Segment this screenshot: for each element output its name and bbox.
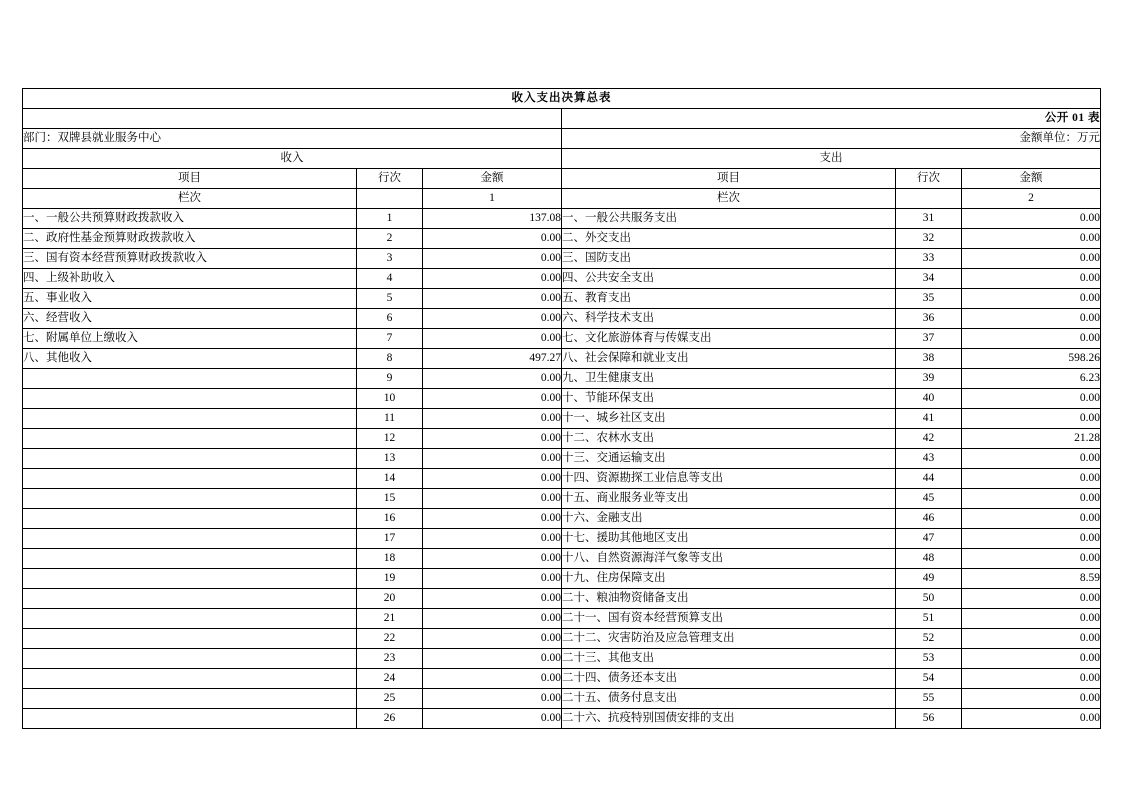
income-line: 13 <box>357 449 423 469</box>
column-label-income: 栏次 <box>23 189 357 209</box>
expense-line: 47 <box>896 529 962 549</box>
expense-line: 40 <box>896 389 962 409</box>
expense-amount: 0.00 <box>962 209 1101 229</box>
expense-amount: 0.00 <box>962 609 1101 629</box>
expense-amount: 0.00 <box>962 329 1101 349</box>
income-line: 7 <box>357 329 423 349</box>
table-row <box>23 349 1101 369</box>
expense-line: 53 <box>896 649 962 669</box>
income-item: 五、事业收入 <box>23 289 357 309</box>
header-income-line: 行次 <box>357 169 423 189</box>
expense-line: 44 <box>896 469 962 489</box>
column-header-row <box>23 169 1101 189</box>
expense-amount: 0.00 <box>962 669 1101 689</box>
income-line: 23 <box>357 649 423 669</box>
income-amount: 0.00 <box>423 409 562 429</box>
income-amount: 0.00 <box>423 469 562 489</box>
income-item <box>23 569 357 589</box>
expense-line: 43 <box>896 449 962 469</box>
expense-item: 二十五、债务付息支出 <box>562 689 896 709</box>
expense-amount: 0.00 <box>962 489 1101 509</box>
expense-amount: 0.00 <box>962 449 1101 469</box>
expense-item: 二十四、债务还本支出 <box>562 669 896 689</box>
header-expense-item: 项目 <box>562 169 896 189</box>
expense-line: 36 <box>896 309 962 329</box>
expense-amount: 0.00 <box>962 629 1101 649</box>
expense-item: 三、国防支出 <box>562 249 896 269</box>
income-line: 14 <box>357 469 423 489</box>
table-row <box>23 369 1101 389</box>
income-line: 15 <box>357 489 423 509</box>
expense-item: 十一、城乡社区支出 <box>562 409 896 429</box>
income-item <box>23 389 357 409</box>
income-item <box>23 489 357 509</box>
income-amount: 0.00 <box>423 549 562 569</box>
table-row <box>23 649 1101 669</box>
expense-line: 31 <box>896 209 962 229</box>
table-row <box>23 569 1101 589</box>
expense-line: 50 <box>896 589 962 609</box>
expense-item: 十八、自然资源海洋气象等支出 <box>562 549 896 569</box>
table-row <box>23 629 1101 649</box>
income-amount: 0.00 <box>423 509 562 529</box>
expense-item: 二、外交支出 <box>562 229 896 249</box>
expense-amount: 0.00 <box>962 229 1101 249</box>
table-row <box>23 449 1101 469</box>
income-item: 三、国有资本经营预算财政拨款收入 <box>23 249 357 269</box>
expense-item: 二十二、灾害防治及应急管理支出 <box>562 629 896 649</box>
expense-line: 37 <box>896 329 962 349</box>
table-row <box>23 249 1101 269</box>
table-row <box>23 309 1101 329</box>
table-row <box>23 669 1101 689</box>
expense-item: 十二、农林水支出 <box>562 429 896 449</box>
expense-line: 46 <box>896 509 962 529</box>
income-line: 10 <box>357 389 423 409</box>
expense-amount: 598.26 <box>962 349 1101 369</box>
income-line: 19 <box>357 569 423 589</box>
group-header-income: 收入 <box>23 149 562 169</box>
income-item <box>23 409 357 429</box>
table-row <box>23 269 1101 289</box>
expense-amount: 0.00 <box>962 689 1101 709</box>
expense-line: 38 <box>896 349 962 369</box>
expense-line: 55 <box>896 689 962 709</box>
expense-line: 32 <box>896 229 962 249</box>
column-number-income: 1 <box>423 189 562 209</box>
table-row <box>23 709 1101 729</box>
table-row <box>23 389 1101 409</box>
expense-amount: 0.00 <box>962 529 1101 549</box>
expense-item: 十、节能环保支出 <box>562 389 896 409</box>
table-row <box>23 689 1101 709</box>
income-item <box>23 449 357 469</box>
expense-amount: 0.00 <box>962 249 1101 269</box>
income-item <box>23 549 357 569</box>
income-amount: 0.00 <box>423 649 562 669</box>
table-row <box>23 289 1101 309</box>
table-row <box>23 329 1101 349</box>
table-row <box>23 209 1101 229</box>
expense-amount: 0.00 <box>962 649 1101 669</box>
income-line: 4 <box>357 269 423 289</box>
income-amount: 0.00 <box>423 429 562 449</box>
header-expense-amount: 金额 <box>962 169 1101 189</box>
expense-amount: 0.00 <box>962 389 1101 409</box>
income-line: 24 <box>357 669 423 689</box>
income-line: 16 <box>357 509 423 529</box>
income-line: 18 <box>357 549 423 569</box>
form-number-left-blank <box>23 109 562 129</box>
income-amount: 0.00 <box>423 229 562 249</box>
expense-line: 51 <box>896 609 962 629</box>
income-item <box>23 629 357 649</box>
form-number: 公开 01 表 <box>562 109 1101 129</box>
group-header-row <box>23 149 1101 169</box>
income-amount: 137.08 <box>423 209 562 229</box>
income-amount: 0.00 <box>423 629 562 649</box>
expense-item: 二十三、其他支出 <box>562 649 896 669</box>
income-amount: 0.00 <box>423 609 562 629</box>
income-line: 25 <box>357 689 423 709</box>
expense-item: 十九、住房保障支出 <box>562 569 896 589</box>
income-line: 12 <box>357 429 423 449</box>
expense-item: 八、社会保障和就业支出 <box>562 349 896 369</box>
expense-line: 45 <box>896 489 962 509</box>
income-amount: 0.00 <box>423 389 562 409</box>
income-line: 11 <box>357 409 423 429</box>
budget-sheet <box>22 88 1100 729</box>
expense-item: 十三、交通运输支出 <box>562 449 896 469</box>
expense-item: 一、一般公共服务支出 <box>562 209 896 229</box>
expense-item: 十四、资源勘探工业信息等支出 <box>562 469 896 489</box>
department-label: 部门：双牌县就业服务中心 <box>23 129 562 149</box>
income-amount: 0.00 <box>423 689 562 709</box>
income-item <box>23 609 357 629</box>
column-number-income-line-blank <box>357 189 423 209</box>
income-amount: 0.00 <box>423 309 562 329</box>
table-row <box>23 509 1101 529</box>
table-row <box>23 589 1101 609</box>
expense-item: 六、科学技术支出 <box>562 309 896 329</box>
income-amount: 0.00 <box>423 669 562 689</box>
expense-item: 九、卫生健康支出 <box>562 369 896 389</box>
income-line: 22 <box>357 629 423 649</box>
expense-line: 35 <box>896 289 962 309</box>
expense-amount: 0.00 <box>962 589 1101 609</box>
income-item: 八、其他收入 <box>23 349 357 369</box>
expense-amount: 21.28 <box>962 429 1101 449</box>
expense-line: 33 <box>896 249 962 269</box>
income-line: 17 <box>357 529 423 549</box>
income-line: 2 <box>357 229 423 249</box>
income-line: 8 <box>357 349 423 369</box>
expense-line: 49 <box>896 569 962 589</box>
expense-amount: 8.59 <box>962 569 1101 589</box>
table-row <box>23 549 1101 569</box>
expense-line: 41 <box>896 409 962 429</box>
table-row <box>23 529 1101 549</box>
expense-item: 十七、援助其他地区支出 <box>562 529 896 549</box>
expense-item: 二十六、抗疫特别国债安排的支出 <box>562 709 896 729</box>
income-item <box>23 429 357 449</box>
income-amount: 0.00 <box>423 449 562 469</box>
expense-item: 二十、粮油物资储备支出 <box>562 589 896 609</box>
income-item <box>23 589 357 609</box>
expense-line: 39 <box>896 369 962 389</box>
income-line: 9 <box>357 369 423 389</box>
expense-amount: 0.00 <box>962 289 1101 309</box>
table-row <box>23 489 1101 509</box>
expense-amount: 0.00 <box>962 309 1101 329</box>
income-amount: 0.00 <box>423 329 562 349</box>
income-item <box>23 509 357 529</box>
department-row <box>23 129 1101 149</box>
form-number-row <box>23 109 1101 129</box>
header-income-amount: 金额 <box>423 169 562 189</box>
expense-item: 四、公共安全支出 <box>562 269 896 289</box>
income-item: 一、一般公共预算财政拨款收入 <box>23 209 357 229</box>
income-amount: 0.00 <box>423 369 562 389</box>
income-item <box>23 369 357 389</box>
page-title: 收入支出决算总表 <box>23 89 1101 109</box>
expense-item: 五、教育支出 <box>562 289 896 309</box>
table-row <box>23 229 1101 249</box>
income-item <box>23 689 357 709</box>
column-number-row <box>23 189 1101 209</box>
expense-item: 二十一、国有资本经营预算支出 <box>562 609 896 629</box>
header-income-item: 项目 <box>23 169 357 189</box>
income-amount: 0.00 <box>423 269 562 289</box>
expense-line: 42 <box>896 429 962 449</box>
income-expense-table <box>22 88 1101 729</box>
expense-line: 54 <box>896 669 962 689</box>
income-amount: 0.00 <box>423 289 562 309</box>
income-line: 1 <box>357 209 423 229</box>
income-line: 26 <box>357 709 423 729</box>
income-line: 6 <box>357 309 423 329</box>
income-amount: 0.00 <box>423 529 562 549</box>
income-amount: 0.00 <box>423 589 562 609</box>
income-line: 20 <box>357 589 423 609</box>
amount-unit-label: 金额单位：万元 <box>562 129 1101 149</box>
income-amount: 497.27 <box>423 349 562 369</box>
income-amount: 0.00 <box>423 569 562 589</box>
income-item: 七、附属单位上缴收入 <box>23 329 357 349</box>
income-amount: 0.00 <box>423 249 562 269</box>
income-line: 5 <box>357 289 423 309</box>
expense-amount: 0.00 <box>962 469 1101 489</box>
income-item <box>23 669 357 689</box>
column-label-expense: 栏次 <box>562 189 896 209</box>
expense-amount: 6.23 <box>962 369 1101 389</box>
expense-line: 48 <box>896 549 962 569</box>
table-title-row <box>23 89 1101 109</box>
expense-amount: 0.00 <box>962 409 1101 429</box>
income-item <box>23 469 357 489</box>
income-item <box>23 649 357 669</box>
expense-amount: 0.00 <box>962 509 1101 529</box>
income-line: 21 <box>357 609 423 629</box>
column-number-expense: 2 <box>962 189 1101 209</box>
table-row <box>23 409 1101 429</box>
group-header-expense: 支出 <box>562 149 1101 169</box>
expense-amount: 0.00 <box>962 269 1101 289</box>
income-amount: 0.00 <box>423 489 562 509</box>
expense-line: 52 <box>896 629 962 649</box>
expense-item: 七、文化旅游体育与传媒支出 <box>562 329 896 349</box>
expense-amount: 0.00 <box>962 549 1101 569</box>
expense-amount: 0.00 <box>962 709 1101 729</box>
income-item <box>23 709 357 729</box>
header-expense-line: 行次 <box>896 169 962 189</box>
income-item: 四、上级补助收入 <box>23 269 357 289</box>
table-row <box>23 469 1101 489</box>
table-row <box>23 429 1101 449</box>
expense-item: 十六、金融支出 <box>562 509 896 529</box>
income-item: 六、经营收入 <box>23 309 357 329</box>
column-number-expense-line-blank <box>896 189 962 209</box>
table-row <box>23 609 1101 629</box>
income-line: 3 <box>357 249 423 269</box>
expense-item: 十五、商业服务业等支出 <box>562 489 896 509</box>
income-item: 二、政府性基金预算财政拨款收入 <box>23 229 357 249</box>
income-amount: 0.00 <box>423 709 562 729</box>
expense-line: 56 <box>896 709 962 729</box>
income-item <box>23 529 357 549</box>
expense-line: 34 <box>896 269 962 289</box>
